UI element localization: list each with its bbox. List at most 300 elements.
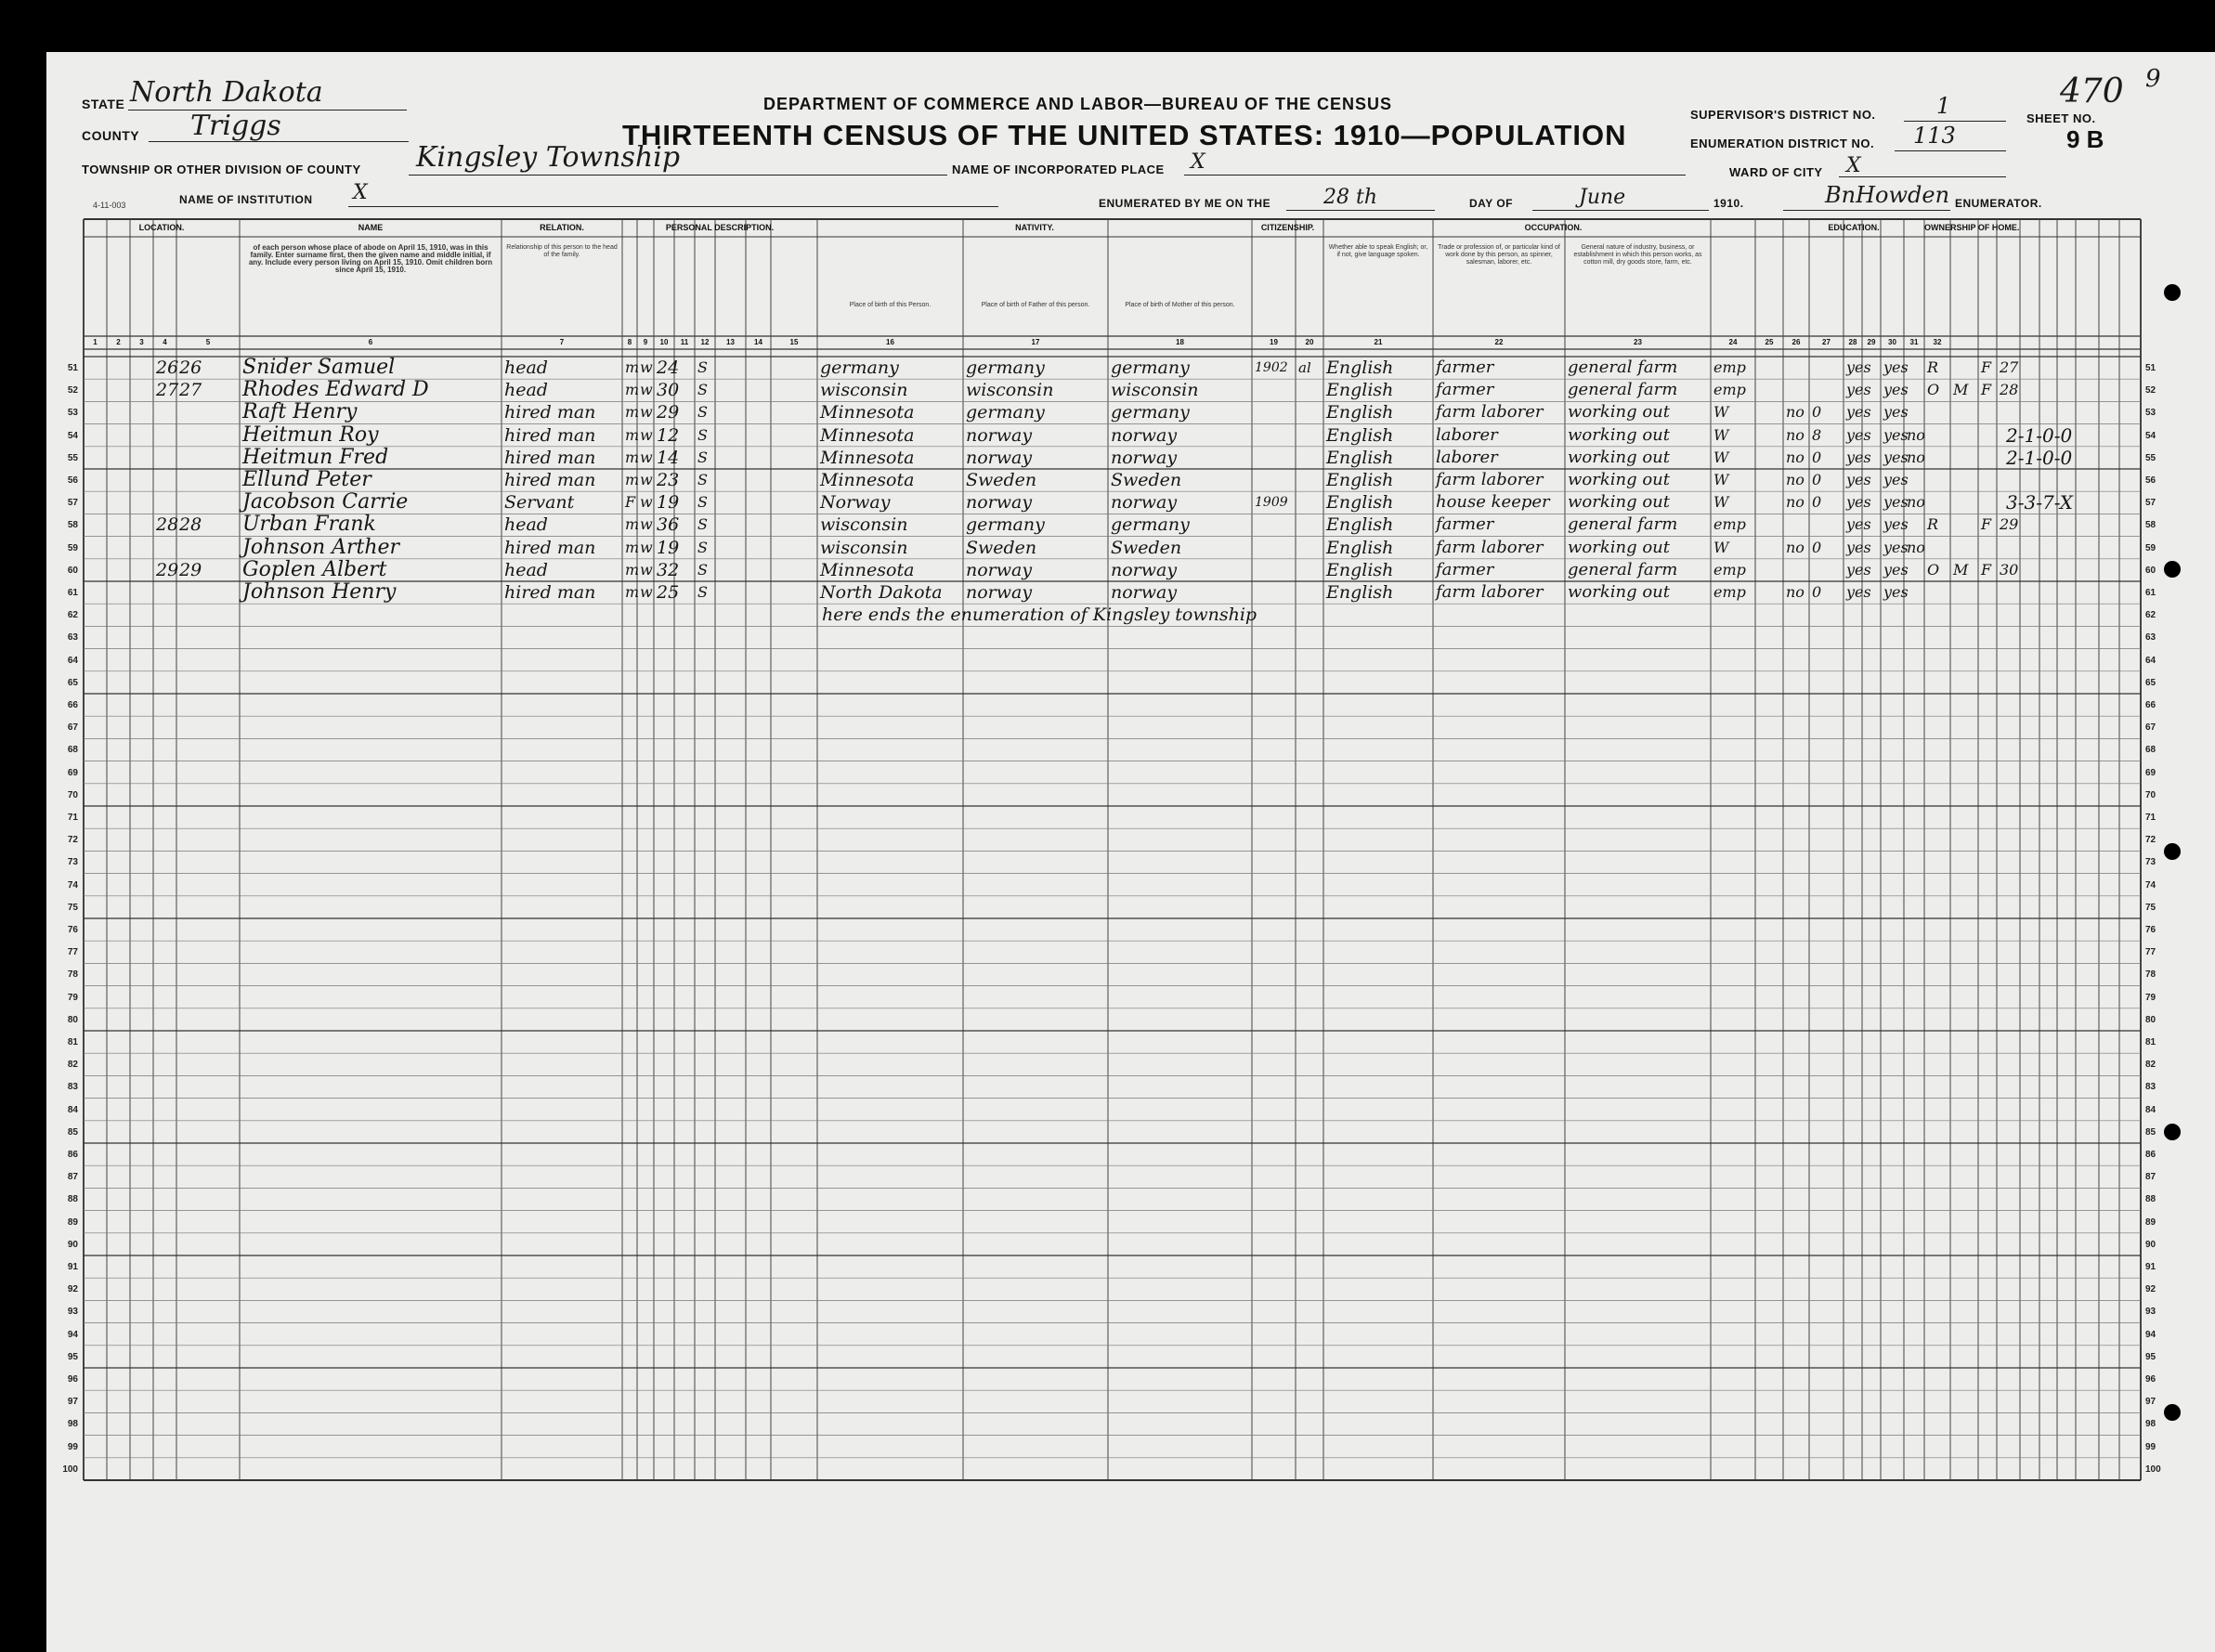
line-number-right: 99 (2145, 1441, 2156, 1452)
employer-class: emp (1713, 583, 1746, 601)
line-number-right: 84 (2145, 1104, 2156, 1115)
birthplace-person: wisconsin (820, 380, 908, 401)
sex: m (625, 448, 640, 466)
line-number-left: 76 (67, 925, 78, 935)
person-name: Snider Samuel (242, 356, 396, 379)
birthplace-mother: norway (1111, 447, 1178, 468)
department: DEPARTMENT OF COMMERCE AND LABOR—BUREAU OF THE CENSUS (763, 95, 1392, 113)
able-to-write: yes (1883, 538, 1909, 556)
column-number: 7 (559, 338, 565, 346)
line-number-right: 80 (2145, 1014, 2156, 1025)
line-number-left: 83 (67, 1082, 78, 1093)
age: 36 (657, 514, 680, 536)
line-number-right: 100 (2145, 1463, 2161, 1475)
trade-profession: farm laborer (1436, 582, 1544, 602)
county-value: Triggs (190, 110, 281, 142)
industry: working out (1568, 424, 1671, 445)
line-number-left: 77 (67, 947, 78, 958)
line-number-right: 57 (2145, 498, 2156, 509)
sex: m (625, 583, 640, 601)
column-number: 16 (886, 338, 894, 346)
column-number: 19 (1270, 338, 1278, 346)
line-number-left: 68 (67, 745, 78, 756)
relation: hired man (504, 447, 596, 468)
column-number: 20 (1305, 338, 1314, 346)
immigration-year: 1909 (1255, 495, 1288, 511)
able-to-write: yes (1883, 493, 1909, 512)
institution-label: NAME OF INSTITUTION (179, 193, 313, 206)
line-number-right: 59 (2145, 542, 2156, 553)
page-stamp-extra: 9 (2145, 65, 2161, 93)
line-number-right: 54 (2145, 430, 2156, 441)
ward-label: WARD OF CITY (1729, 165, 1823, 179)
column-number: 21 (1374, 338, 1383, 346)
relation: head (504, 358, 548, 378)
age: 14 (657, 447, 680, 468)
person-name: Jacobson Carrie (242, 490, 409, 514)
line-number-left: 66 (67, 700, 78, 710)
line-number-left: 94 (67, 1329, 78, 1340)
line-number-left: 93 (67, 1307, 78, 1318)
language: English (1326, 537, 1394, 558)
able-to-read: yes (1846, 425, 1871, 444)
relation: hired man (504, 470, 596, 490)
column-number: 18 (1176, 338, 1184, 346)
age: 30 (657, 380, 680, 401)
column-number: 4 (163, 338, 167, 346)
able-to-read: yes (1846, 358, 1871, 376)
state-label: STATE (82, 97, 125, 111)
column-group-header: RELATION. (540, 223, 584, 232)
weeks-out-of-work: 8 (1812, 425, 1822, 444)
column-number: 3 (139, 338, 144, 346)
out-of-work: no (1786, 425, 1805, 444)
sex: m (625, 471, 640, 488)
column-subheader: of each person whose place of abode on April 15, 1910, was in this family. Enter surname first, then the given name and middle initial, if any. Include every person living on April 15, 1910. Omit children born since April 15, 1910. (248, 243, 493, 274)
employer-class: W (1713, 448, 1729, 466)
line-number-left: 81 (67, 1037, 78, 1047)
line-number-left: 60 (67, 565, 78, 576)
farm-or-house: F (1981, 381, 1992, 399)
column-number: 25 (1765, 338, 1774, 346)
column-subheader: General nature of industry, business, or establishment in which this person works, as cotton mill, dry goods store, farm, etc. (1573, 244, 1702, 266)
column-group-header: NATIVITY. (1015, 223, 1054, 232)
enum-day: 28 th (1323, 186, 1377, 209)
sex: F (625, 493, 636, 512)
mortgage: M (1953, 381, 1969, 399)
column-number: 8 (627, 338, 632, 346)
person-name: Johnson Henry (242, 580, 397, 604)
line-number-left: 100 (62, 1463, 78, 1475)
column-group-header: EDUCATION. (1828, 223, 1880, 232)
weeks-out-of-work: 0 (1812, 403, 1822, 422)
birthplace-mother: Sweden (1111, 470, 1182, 490)
institution-value: X (353, 181, 368, 204)
line-number-left: 87 (67, 1172, 78, 1183)
relation: head (504, 380, 548, 401)
race: w (640, 583, 653, 601)
industry: general farm (1568, 380, 1678, 400)
farm-or-house: F (1981, 515, 1992, 534)
line-number-right: 77 (2145, 947, 2156, 958)
language: English (1326, 559, 1394, 580)
state-value: North Dakota (130, 76, 323, 109)
relation: hired man (504, 582, 596, 603)
birthplace-person: wisconsin (820, 537, 908, 558)
out-of-work: no (1786, 493, 1805, 512)
family-number: 28 (179, 514, 202, 536)
line-number-left: 54 (67, 430, 78, 441)
person-name: Urban Frank (242, 513, 376, 537)
line-number-left: 78 (67, 969, 78, 981)
margin-note: 3-3-7-X (2006, 491, 2073, 514)
birthplace-person: Minnesota (820, 559, 915, 580)
line-number-left: 96 (67, 1374, 78, 1385)
able-to-read: yes (1846, 538, 1871, 556)
industry: working out (1568, 447, 1671, 467)
out-of-work: no (1786, 471, 1805, 488)
farm-schedule: 30 (2000, 560, 2019, 579)
dwelling-number: 28 (156, 514, 179, 536)
birthplace-person: Minnesota (820, 402, 915, 423)
marital-status: S (697, 493, 708, 512)
out-of-work: no (1786, 538, 1805, 556)
language: English (1326, 470, 1394, 490)
employer-class: W (1713, 471, 1729, 488)
birthplace-person: wisconsin (820, 514, 908, 536)
birthplace-mother: germany (1111, 358, 1190, 378)
line-number-left: 91 (67, 1262, 78, 1272)
sex: m (625, 358, 640, 376)
line-number-right: 94 (2145, 1329, 2156, 1340)
weeks-out-of-work: 0 (1812, 583, 1822, 601)
line-number-right: 66 (2145, 700, 2156, 710)
birthplace-mother: norway (1111, 424, 1178, 446)
able-to-read: yes (1846, 583, 1871, 601)
line-number-left: 55 (67, 452, 78, 463)
employer-class: emp (1713, 515, 1746, 534)
owned-or-rented: R (1927, 358, 1939, 376)
sex: m (625, 560, 640, 579)
county-label: COUNTY (82, 128, 140, 143)
able-to-write: yes (1883, 381, 1909, 399)
birthplace-father: germany (966, 402, 1045, 423)
birthplace-mother: Sweden (1111, 537, 1182, 558)
industry: working out (1568, 470, 1671, 489)
trade-profession: farmer (1436, 380, 1494, 400)
citizenship: al (1298, 359, 1311, 376)
line-number-right: 90 (2145, 1239, 2156, 1250)
line-number-right: 86 (2145, 1150, 2156, 1160)
birthplace-father: norway (966, 447, 1033, 468)
able-to-read: yes (1846, 560, 1871, 579)
line-number-right: 62 (2145, 610, 2156, 621)
age: 23 (657, 470, 680, 490)
enumerator-name: BnHowden (1825, 182, 1950, 208)
employer-class: emp (1713, 358, 1746, 376)
line-number-right: 82 (2145, 1060, 2156, 1071)
line-number-right: 87 (2145, 1172, 2156, 1183)
line-number-right: 61 (2145, 588, 2156, 598)
trade-profession: laborer (1436, 424, 1498, 445)
sex: m (625, 538, 640, 556)
line-number-left: 72 (67, 835, 78, 846)
form-number: 4-11-003 (93, 201, 126, 210)
line-number-right: 89 (2145, 1216, 2156, 1228)
line-number-left: 63 (67, 632, 78, 644)
family-number: 27 (179, 380, 202, 401)
race: w (640, 538, 653, 556)
column-number: 31 (1909, 338, 1919, 346)
column-number: 27 (1822, 338, 1831, 346)
marital-status: S (697, 381, 708, 399)
incorporated-value: X (1191, 150, 1205, 174)
marital-status: S (697, 515, 708, 534)
industry: working out (1568, 582, 1671, 602)
trade-profession: farm laborer (1436, 470, 1544, 489)
race: w (640, 471, 653, 488)
ward-value: X (1846, 154, 1861, 177)
line-number-right: 83 (2145, 1082, 2156, 1093)
trade-profession: farmer (1436, 358, 1494, 377)
line-number-right: 75 (2145, 902, 2156, 913)
marital-status: S (697, 538, 708, 556)
birthplace-father: norway (966, 492, 1033, 514)
industry: working out (1568, 402, 1671, 423)
line-number-left: 82 (67, 1060, 78, 1071)
line-number-left: 85 (67, 1126, 78, 1138)
township-label: TOWNSHIP OR OTHER DIVISION OF COUNTY (82, 163, 361, 176)
column-number: 32 (1933, 338, 1942, 346)
attended-school: no (1907, 493, 1925, 512)
enumeration-value: 113 (1913, 123, 1956, 149)
line-number-right: 91 (2145, 1262, 2156, 1272)
line-number-left: 64 (67, 655, 78, 666)
enumeration-label: ENUMERATION DISTRICT NO. (1690, 137, 1875, 150)
out-of-work: no (1786, 448, 1805, 466)
line-number-left: 92 (67, 1284, 78, 1295)
line-number-left: 58 (67, 520, 78, 531)
line-number-right: 51 (2145, 363, 2156, 373)
line-number-right: 73 (2145, 857, 2156, 868)
column-number: 13 (726, 338, 735, 346)
sex: m (625, 515, 640, 534)
industry: working out (1568, 537, 1671, 557)
language: English (1326, 447, 1394, 468)
line-number-left: 74 (67, 879, 78, 891)
person-name: Johnson Arther (242, 535, 400, 559)
line-number-left: 71 (67, 813, 78, 823)
column-number: 12 (700, 338, 710, 346)
column-group-header: NAME (358, 223, 384, 232)
industry: working out (1568, 492, 1671, 513)
race: w (640, 515, 653, 534)
margin-note: 2-1-0-0 (2006, 446, 2073, 469)
line-number-right: 69 (2145, 767, 2156, 778)
line-number-left: 73 (67, 857, 78, 868)
column-number: 11 (680, 338, 689, 346)
column-number: 23 (1634, 338, 1642, 346)
end-note: here ends the enumeration of Kingsley township (822, 605, 1257, 626)
dwelling-number: 26 (156, 358, 179, 378)
able-to-read: yes (1846, 381, 1871, 399)
owned-or-rented: R (1927, 515, 1939, 534)
column-group-header: OCCUPATION. (1524, 223, 1583, 232)
dwelling-number: 27 (156, 380, 179, 401)
race: w (640, 358, 653, 376)
sex: m (625, 425, 640, 444)
incorporated-label: NAME OF INCORPORATED PLACE (952, 163, 1165, 176)
birthplace-mother: germany (1111, 514, 1190, 536)
line-number-right: 79 (2145, 992, 2156, 1003)
language: English (1326, 514, 1394, 536)
line-number-left: 67 (67, 722, 78, 734)
column-number: 1 (93, 338, 98, 346)
column-subheader: Place of birth of Mother of this person. (1125, 302, 1235, 308)
birthplace-father: germany (966, 514, 1045, 536)
marital-status: S (697, 358, 708, 376)
race: w (640, 560, 653, 579)
birthplace-mother: norway (1111, 559, 1178, 580)
age: 25 (657, 582, 680, 603)
birthplace-mother: germany (1111, 402, 1190, 423)
farm-or-house: F (1981, 358, 1992, 376)
column-group-header: LOCATION. (138, 223, 185, 232)
birthplace-father: wisconsin (966, 380, 1054, 401)
column-subheader: Whether able to speak English; or, if not, give language spoken. (1328, 244, 1428, 258)
marital-status: S (697, 448, 708, 466)
marital-status: S (697, 583, 708, 601)
column-subheader: Trade or profession of, or particular kind of work done by this person, as spinner, salesman, laborer, etc. (1438, 244, 1560, 266)
relation: hired man (504, 402, 596, 423)
immigration-year: 1902 (1255, 360, 1288, 375)
marital-status: S (697, 403, 708, 422)
column-number: 14 (754, 338, 762, 346)
line-number-right: 95 (2145, 1351, 2156, 1362)
birthplace-father: germany (966, 358, 1045, 378)
birthplace-person: Norway (820, 492, 891, 514)
farm-or-house: F (1981, 560, 1992, 579)
employer-class: emp (1713, 560, 1746, 579)
column-number: 5 (205, 338, 211, 346)
race: w (640, 425, 653, 444)
margin-note: 2-1-0-0 (2006, 423, 2073, 447)
owned-or-rented: O (1927, 560, 1940, 579)
column-number: 2 (116, 338, 121, 346)
farm-schedule: 29 (2000, 515, 2019, 534)
line-number-right: 81 (2145, 1037, 2156, 1047)
trade-profession: farmer (1436, 514, 1494, 535)
owned-or-rented: O (1927, 381, 1940, 399)
person-name: Heitmun Roy (242, 423, 379, 447)
line-number-left: 62 (67, 610, 78, 621)
line-number-left: 99 (67, 1441, 78, 1452)
line-number-left: 90 (67, 1239, 78, 1250)
attended-school: no (1907, 448, 1925, 466)
able-to-read: yes (1846, 515, 1871, 534)
line-number-left: 79 (67, 992, 78, 1003)
relation: head (504, 559, 548, 580)
weeks-out-of-work: 0 (1812, 538, 1822, 556)
age: 12 (657, 424, 680, 446)
line-number-right: 93 (2145, 1307, 2156, 1318)
enumerator-label: ENUMERATOR. (1955, 197, 2042, 210)
dwelling-number: 29 (156, 559, 179, 580)
weeks-out-of-work: 0 (1812, 448, 1822, 466)
line-number-right: 67 (2145, 722, 2156, 734)
sex: m (625, 381, 640, 399)
page-stamp: 470 (2060, 72, 2124, 111)
line-number-right: 60 (2145, 565, 2156, 576)
race: w (640, 493, 653, 512)
race: w (640, 448, 653, 466)
line-number-right: 97 (2145, 1397, 2156, 1408)
trade-profession: laborer (1436, 447, 1498, 467)
enumerated-label: ENUMERATED BY ME ON THE (1099, 197, 1271, 210)
column-subheader: Relationship of this person to the head of the family. (506, 244, 618, 258)
attended-school: no (1907, 538, 1925, 556)
birthplace-father: norway (966, 424, 1033, 446)
line-number-left: 53 (67, 408, 78, 419)
relation: hired man (504, 424, 596, 446)
age: 24 (657, 358, 680, 378)
weeks-out-of-work: 0 (1812, 471, 1822, 488)
sex: m (625, 403, 640, 422)
able-to-write: yes (1883, 471, 1909, 488)
race: w (640, 403, 653, 422)
sheet-label: SHEET NO. (2026, 111, 2096, 125)
person-name: Raft Henry (242, 400, 358, 424)
line-number-left: 97 (67, 1397, 78, 1408)
age: 32 (657, 559, 680, 580)
line-number-right: 56 (2145, 475, 2156, 486)
line-number-right: 68 (2145, 745, 2156, 756)
person-name: Goplen Albert (242, 557, 387, 581)
line-number-right: 74 (2145, 879, 2156, 891)
birthplace-person: Minnesota (820, 447, 915, 468)
line-number-right: 88 (2145, 1194, 2156, 1205)
able-to-write: yes (1883, 560, 1909, 579)
column-number: 9 (643, 338, 648, 346)
line-number-left: 56 (67, 475, 78, 486)
column-number: 22 (1494, 338, 1504, 346)
line-number-right: 70 (2145, 789, 2156, 800)
census-title: THIRTEENTH CENSUS OF THE UNITED STATES: 1910—POPULATION (622, 119, 1627, 151)
column-group-header: PERSONAL DESCRIPTION. (665, 223, 775, 232)
able-to-read: yes (1846, 403, 1871, 422)
line-number-left: 95 (67, 1351, 78, 1362)
trade-profession: farm laborer (1436, 402, 1544, 423)
weeks-out-of-work: 0 (1812, 493, 1822, 512)
township-value: Kingsley Township (416, 141, 681, 174)
industry: general farm (1568, 514, 1678, 535)
column-number: 30 (1888, 338, 1896, 346)
line-number-right: 85 (2145, 1126, 2156, 1138)
able-to-write: yes (1883, 425, 1909, 444)
line-number-right: 71 (2145, 813, 2156, 823)
line-number-right: 55 (2145, 452, 2156, 463)
year-label: 1910. (1713, 197, 1744, 210)
age: 29 (657, 402, 680, 423)
line-number-right: 96 (2145, 1374, 2156, 1385)
line-number-right: 64 (2145, 655, 2156, 666)
supervisor-value: 1 (1936, 93, 1951, 119)
trade-profession: farm laborer (1436, 537, 1544, 557)
able-to-read: yes (1846, 471, 1871, 488)
family-number: 26 (179, 358, 202, 378)
able-to-write: yes (1883, 583, 1909, 601)
employer-class: W (1713, 493, 1729, 512)
